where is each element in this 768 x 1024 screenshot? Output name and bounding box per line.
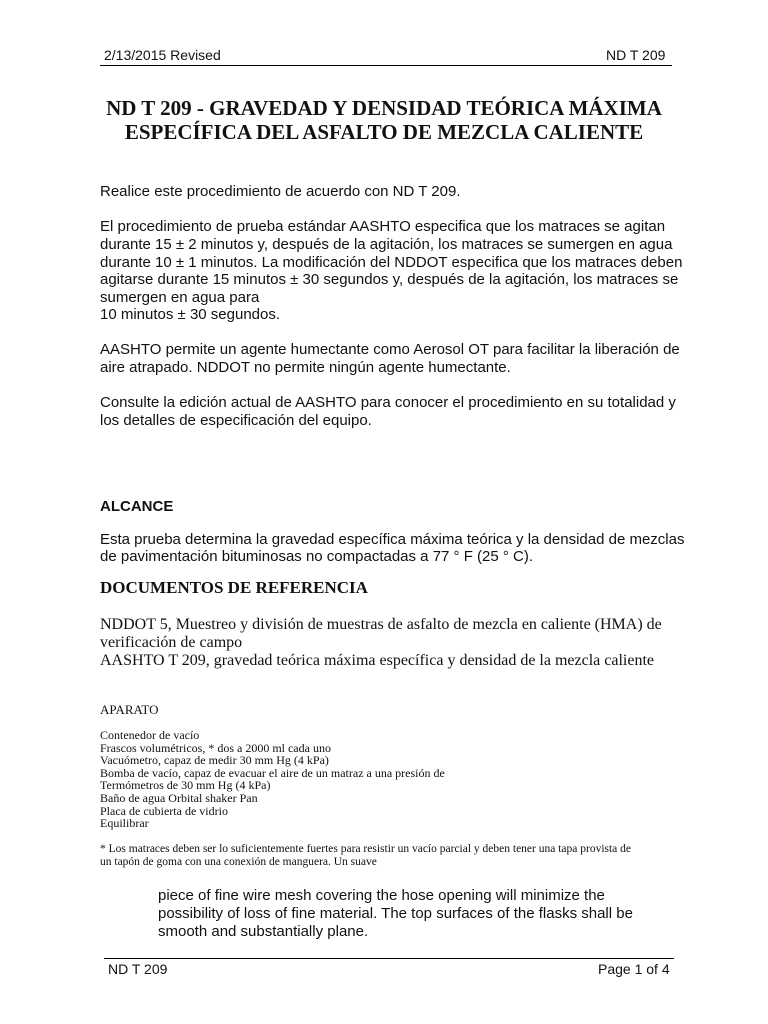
apparatus-heading: APARATO [100, 702, 159, 717]
scope-heading: ALCANCE [100, 498, 174, 515]
intro-paragraph-4-line: Consulte la edición actual de AASHTO para conocer el procedimiento en su totalidad y [100, 394, 676, 411]
scope-text-line: de pavimentación bituminosas no compactadas a 77 ° F (25 ° C). [100, 548, 534, 565]
page-title-line-2: ESPECÍFICA DEL ASFALTO DE MEZCLA CALIENTE [124, 120, 644, 144]
reference-line: NDDOT 5, Muestreo y división de muestras de asfalto de mezcla en caliente (HMA) de [100, 616, 662, 633]
apparatus-note-line: * Los matraces deben ser lo suficientemente fuertes para resistir un vacío parcial y deben tener una tapa provista de [100, 843, 632, 855]
english-note-line: smooth and substantially plane. [158, 923, 369, 940]
scope-text-line: Esta prueba determina la gravedad específica máxima teórica y la densidad de mezclas [100, 531, 685, 548]
apparatus-item: Contenedor de vacío [100, 728, 200, 742]
footer-page-number: Page 1 of 4 [598, 961, 670, 977]
intro-paragraph-2-line: 10 minutos ± 30 segundos. [100, 306, 281, 323]
reference-line: verificación de campo [100, 634, 243, 651]
header-revision-date: 2/13/2015 Revised [104, 47, 221, 63]
apparatus-note-line: un tapón de goma con una conexión de manguera. Un suave [100, 856, 377, 868]
english-note-line: piece of fine wire mesh covering the hose opening will minimize the [158, 887, 605, 904]
footer-rule [104, 958, 674, 959]
apparatus-item: Equilibrar [100, 816, 149, 831]
intro-paragraph-2-line: durante 15 ± 2 minutos y, después de la agitación, los matraces se sumergen en agua [100, 236, 673, 253]
reference-line: AASHTO T 209, gravedad teórica máxima específica y densidad de la mezcla caliente [100, 652, 655, 669]
apparatus-item: Baño de agua Orbital shaker Pan [100, 791, 258, 805]
intro-paragraph-4-line: los detalles de especificación del equipo. [100, 412, 372, 429]
apparatus-item: Termómetros de 30 mm Hg (4 kPa) [100, 778, 271, 793]
references-heading: DOCUMENTOS DE REFERENCIA [100, 578, 368, 597]
page-title-line-1: ND T 209 - GRAVEDAD Y DENSIDAD TEÓRICA MÁXIMA [106, 96, 662, 120]
apparatus-item: Bomba de vacío, capaz de evacuar el aire de un matraz a una presión de [100, 765, 445, 780]
intro-paragraph-2-line: sumergen en agua para [100, 289, 260, 306]
footer-doc-id: ND T 209 [108, 961, 168, 977]
header-doc-id: ND T 209 [606, 47, 666, 63]
intro-paragraph-3-line: AASHTO permite un agente humectante como Aerosol OT para facilitar la liberación de [100, 341, 680, 358]
apparatus-item: Placa de cubierta de vidrio [100, 803, 228, 818]
intro-paragraph-2-line: agitarse durante 15 minutos ± 30 segundos y, después de la agitación, los matraces se [100, 271, 679, 288]
apparatus-item: Vacuómetro, capaz de medir 30 mm Hg (4 kPa) [100, 753, 329, 768]
intro-paragraph-2-line: El procedimiento de prueba estándar AASHTO especifica que los matraces se agitan [100, 218, 666, 235]
apparatus-item: Frascos volumétricos, * dos a 2000 ml cada uno [100, 740, 331, 755]
intro-paragraph-3-line: aire atrapado. NDDOT no permite ningún agente humectante. [100, 359, 511, 376]
intro-paragraph-1: Realice este procedimiento de acuerdo con ND T 209. [100, 183, 461, 200]
english-note-line: possibility of loss of fine material. The top surfaces of the flasks shall be [158, 905, 633, 922]
header-rule [100, 65, 672, 66]
intro-paragraph-2-line: durante 10 ± 1 minutos. La modificación del NDDOT especifica que los matraces deben [100, 254, 683, 271]
